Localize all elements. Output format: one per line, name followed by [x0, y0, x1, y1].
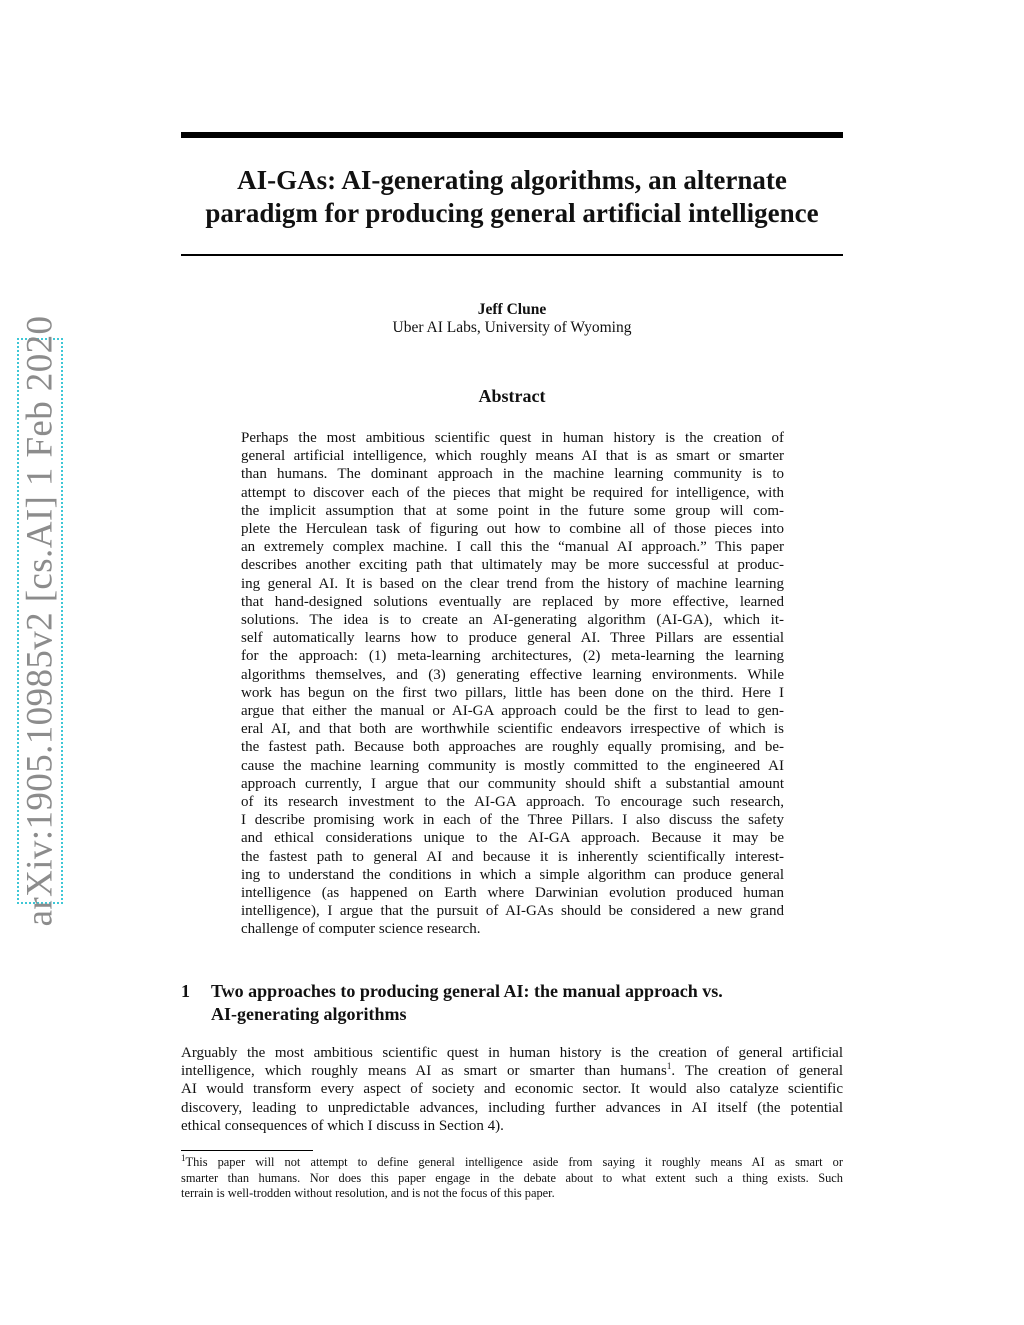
paragraph-line: [181, 1062, 843, 1080]
section-number: 1: [181, 981, 190, 1001]
abstract-line: Perhaps the most ambitious scientific quest in human history is the creation of: [241, 430, 784, 446]
paragraph-line: discovery, leading to unpredictable advances, including further advances in AI itself (the potential: [181, 1099, 843, 1116]
abstract-line: work has begun on the first two pillars, little has been done on the third. Here I: [241, 684, 784, 701]
author-name: Jeff Clune: [477, 301, 547, 318]
footnote-line: [181, 1152, 843, 1171]
abstract-line: the fastest path. Because both approaches are roughly equally promising, and be-: [241, 739, 784, 756]
title-bottom-rule: [181, 254, 843, 256]
paragraph-text: . The creation of general: [671, 1063, 844, 1080]
abstract-line: general artificial intelligence, which roughly means AI that is as smart or smarter: [241, 448, 784, 465]
abstract-line: that hand-designed solutions eventually are replaced by more effective, learned: [241, 593, 784, 610]
title-line-1: AI-GAs: AI-generating algorithms, an alternate: [237, 165, 787, 195]
abstract-line: the fastest path to general AI and because it is inherently scientifically interest-: [241, 848, 784, 865]
section-title-line-2: AI-generating algorithms: [211, 1004, 407, 1024]
paragraph-line: ethical consequences of which I discuss in Section 4).: [181, 1117, 504, 1134]
abstract-line: ing to understand the conditions in which a simple algorithm can produce general: [241, 866, 784, 883]
abstract-line: algorithms themselves, and (3) generating effective learning environments. While: [241, 666, 784, 683]
abstract-line: plete the Herculean task of figuring out how to combine all of those pieces into: [241, 521, 784, 538]
paragraph-line: AI would transform every aspect of society and economic sector. It would also catalyze scientific: [181, 1081, 843, 1098]
abstract-line: argue that either the manual or AI-GA approach could be the first to lead to gen-: [241, 703, 784, 720]
abstract-line: eral AI, and that both are worthwhile scientific endeavors irrespective of which is: [241, 721, 784, 738]
section-heading: [181, 980, 843, 1026]
abstract-line: intelligence), I argue that the pursuit of AI-GAs should be considered a new grand: [241, 903, 784, 920]
footnote-line: terrain is well-trodden without resolution, and is not the focus of this paper.: [181, 1186, 555, 1200]
paragraph-line: Arguably the most ambitious scientific quest in human history is the creation of general artificial: [181, 1045, 843, 1061]
paper-title: [181, 164, 843, 230]
abstract-line: of its research investment to the AI-GA approach. To encourage such research,: [241, 794, 784, 811]
abstract-line: the implicit assumption that at some point in the future some group will com-: [241, 502, 784, 519]
abstract-line: I describe promising work in each of the Three Pillars. I also discuss the safety: [241, 812, 784, 829]
abstract-line: solutions. The idea is to create an AI-generating algorithm (AI-GA), which it-: [241, 612, 784, 629]
abstract-line: approach currently, I argue that our community should shift a substantial amount: [241, 775, 784, 792]
abstract-line: an extremely complex machine. I call this the “manual AI approach.” This paper: [241, 539, 784, 556]
abstract-heading: Abstract: [478, 386, 546, 406]
section-paragraph: [181, 1044, 843, 1135]
arxiv-identifier: arXiv:1905.10985v2 [cs.AI] 1 Feb 2020: [19, 315, 61, 927]
footnote-text: This paper will not attempt to define general intelligence aside from saying it roughly means AI as smart or: [185, 1155, 843, 1169]
abstract-line: self automatically learns how to produce general AI. Three Pillars are essential: [241, 630, 784, 647]
author-affiliation: Uber AI Labs, University of Wyoming: [392, 319, 632, 336]
abstract-line: and ethical considerations unique to the AI-GA approach. Because it may be: [241, 830, 784, 847]
paragraph-text: intelligence, which roughly means AI as smart or smarter than humans: [181, 1063, 667, 1080]
section-title-line-1: Two approaches to producing general AI: the manual approach vs.: [211, 981, 723, 1001]
abstract-line: than humans. The dominant approach in the machine learning community is to: [241, 466, 784, 483]
abstract-line: ing general AI. It is based on the clear trend from the history of machine learning: [241, 575, 784, 592]
author-block: [181, 301, 843, 337]
abstract-body: [241, 429, 784, 939]
title-line-2: paradigm for producing general artificial intelligence: [205, 198, 819, 228]
abstract-line: for the approach: (1) meta-learning architectures, (2) meta-learning the learning: [241, 648, 784, 665]
abstract-line: challenge of computer science research.: [241, 921, 481, 938]
footnote-line: smarter than humans. Nor does this paper engage in the debate about to what extent such a thing exists. Such: [181, 1170, 843, 1185]
title-top-rule: [181, 132, 843, 138]
footnote-marker: 1: [181, 1152, 186, 1163]
abstract-line: intelligence (as happened on Earth where Darwinian evolution produced human: [241, 885, 784, 902]
footnote: [181, 1152, 843, 1202]
abstract-line: cause the machine learning community is mostly committed to the engineered AI: [241, 757, 784, 774]
footnote-rule: [181, 1150, 313, 1151]
abstract-line: attempt to discover each of the pieces that might be required for intelligence, with: [241, 484, 784, 501]
abstract-line: describes another exciting path that ultimately may be more successful at produc-: [241, 557, 784, 574]
footnote-reference[interactable]: 1: [666, 1061, 672, 1072]
